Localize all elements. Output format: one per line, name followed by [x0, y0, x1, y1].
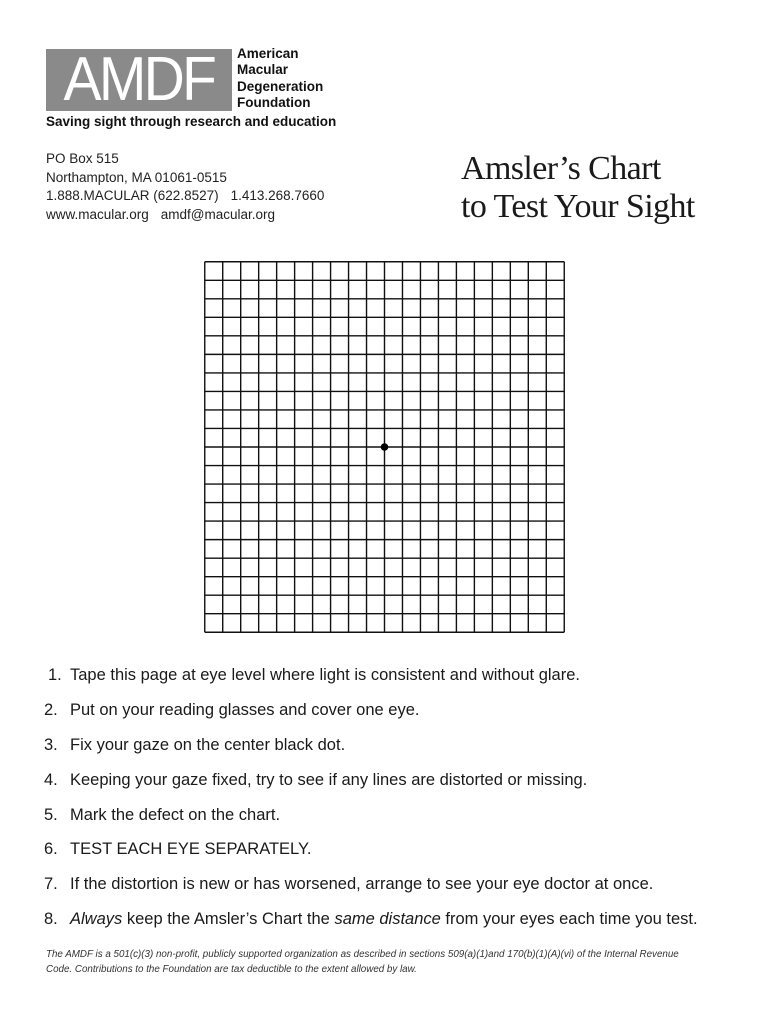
instruction-number: 4. — [44, 770, 58, 789]
instruction-text: TEST EACH EYE SEPARATELY. — [70, 840, 312, 859]
instruction-segment: from your eyes each time you test. — [440, 910, 698, 929]
amsler-grid-svg — [204, 261, 565, 633]
instruction-item — [44, 871, 744, 906]
org-name-line: Macular — [237, 62, 289, 78]
instruction-text — [70, 906, 698, 941]
organization-name — [237, 46, 323, 111]
instruction-emphasis: same distance — [334, 910, 441, 929]
instruction-number: 7. — [44, 875, 58, 894]
instruction-item — [44, 802, 744, 837]
instruction-item — [44, 662, 744, 697]
center-dot — [381, 443, 389, 451]
amdf-logo — [46, 45, 232, 114]
instruction-emphasis: Always — [70, 910, 123, 929]
instruction-item — [44, 732, 744, 767]
instruction-item — [44, 906, 744, 941]
title-line-1: Amsler’s Chart — [461, 150, 661, 187]
phone-line — [46, 187, 324, 206]
instruction-text: Put on your reading glasses and cover one eye. — [70, 700, 420, 719]
org-name-line: Degeneration — [237, 78, 324, 94]
po-box: PO Box 515 — [46, 151, 119, 166]
footer-line-2: Code. Contributions to the Foundation are tax deductible to the extent allowed by law. — [46, 964, 417, 975]
phone-local: 1.413.268.7660 — [230, 188, 325, 203]
instruction-number: 2. — [44, 700, 58, 719]
instruction-item — [44, 767, 744, 802]
instruction-text: Fix your gaze on the center black dot. — [70, 735, 346, 754]
website-link[interactable]: www.macular.org — [46, 206, 149, 222]
logo-text: AMDF — [63, 45, 215, 114]
instruction-item — [44, 697, 744, 732]
org-name-line: Foundation — [237, 94, 311, 110]
email-link[interactable]: amdf@macular.org — [160, 206, 276, 222]
contact-info — [46, 150, 324, 224]
instruction-text: Keeping your gaze fixed, try to see if any lines are distorted or missing. — [70, 770, 588, 789]
phone-toll-free: 1.888.MACULAR (622.8527) — [46, 188, 219, 203]
tagline: Saving sight through research and education — [46, 114, 337, 129]
instruction-item — [44, 836, 744, 871]
legal-footer — [46, 947, 726, 977]
instruction-number: 6. — [44, 840, 58, 859]
org-name-line: American — [237, 46, 299, 61]
instruction-number: 5. — [44, 805, 58, 824]
instruction-number: 3. — [44, 735, 58, 754]
title-line-2: to Test Your Sight — [461, 188, 695, 225]
page-title — [461, 150, 695, 226]
instruction-text: Tape this page at eye level where light is consistent and without glare. — [70, 666, 580, 684]
instructions-list — [44, 662, 744, 941]
instruction-text: Mark the defect on the chart. — [70, 805, 281, 824]
instruction-number: 8. — [44, 910, 58, 929]
instruction-segment: keep the Amsler’s Chart the — [122, 910, 335, 929]
instruction-text: If the distortion is new or has worsened, arrange to see your eye doctor at once. — [70, 875, 654, 894]
web-email-line — [46, 206, 324, 225]
city-address: Northampton, MA 01061-0515 — [46, 169, 227, 185]
amsler-grid[interactable] — [204, 261, 565, 633]
instruction-number: 1. — [48, 666, 62, 684]
footer-line-1: The AMDF is a 501(c)(3) non-profit, publicly supported organization as described in sections 509(a)(1)and 170(b)(1)(A)(vi) of the Internal Revenue — [46, 949, 679, 960]
